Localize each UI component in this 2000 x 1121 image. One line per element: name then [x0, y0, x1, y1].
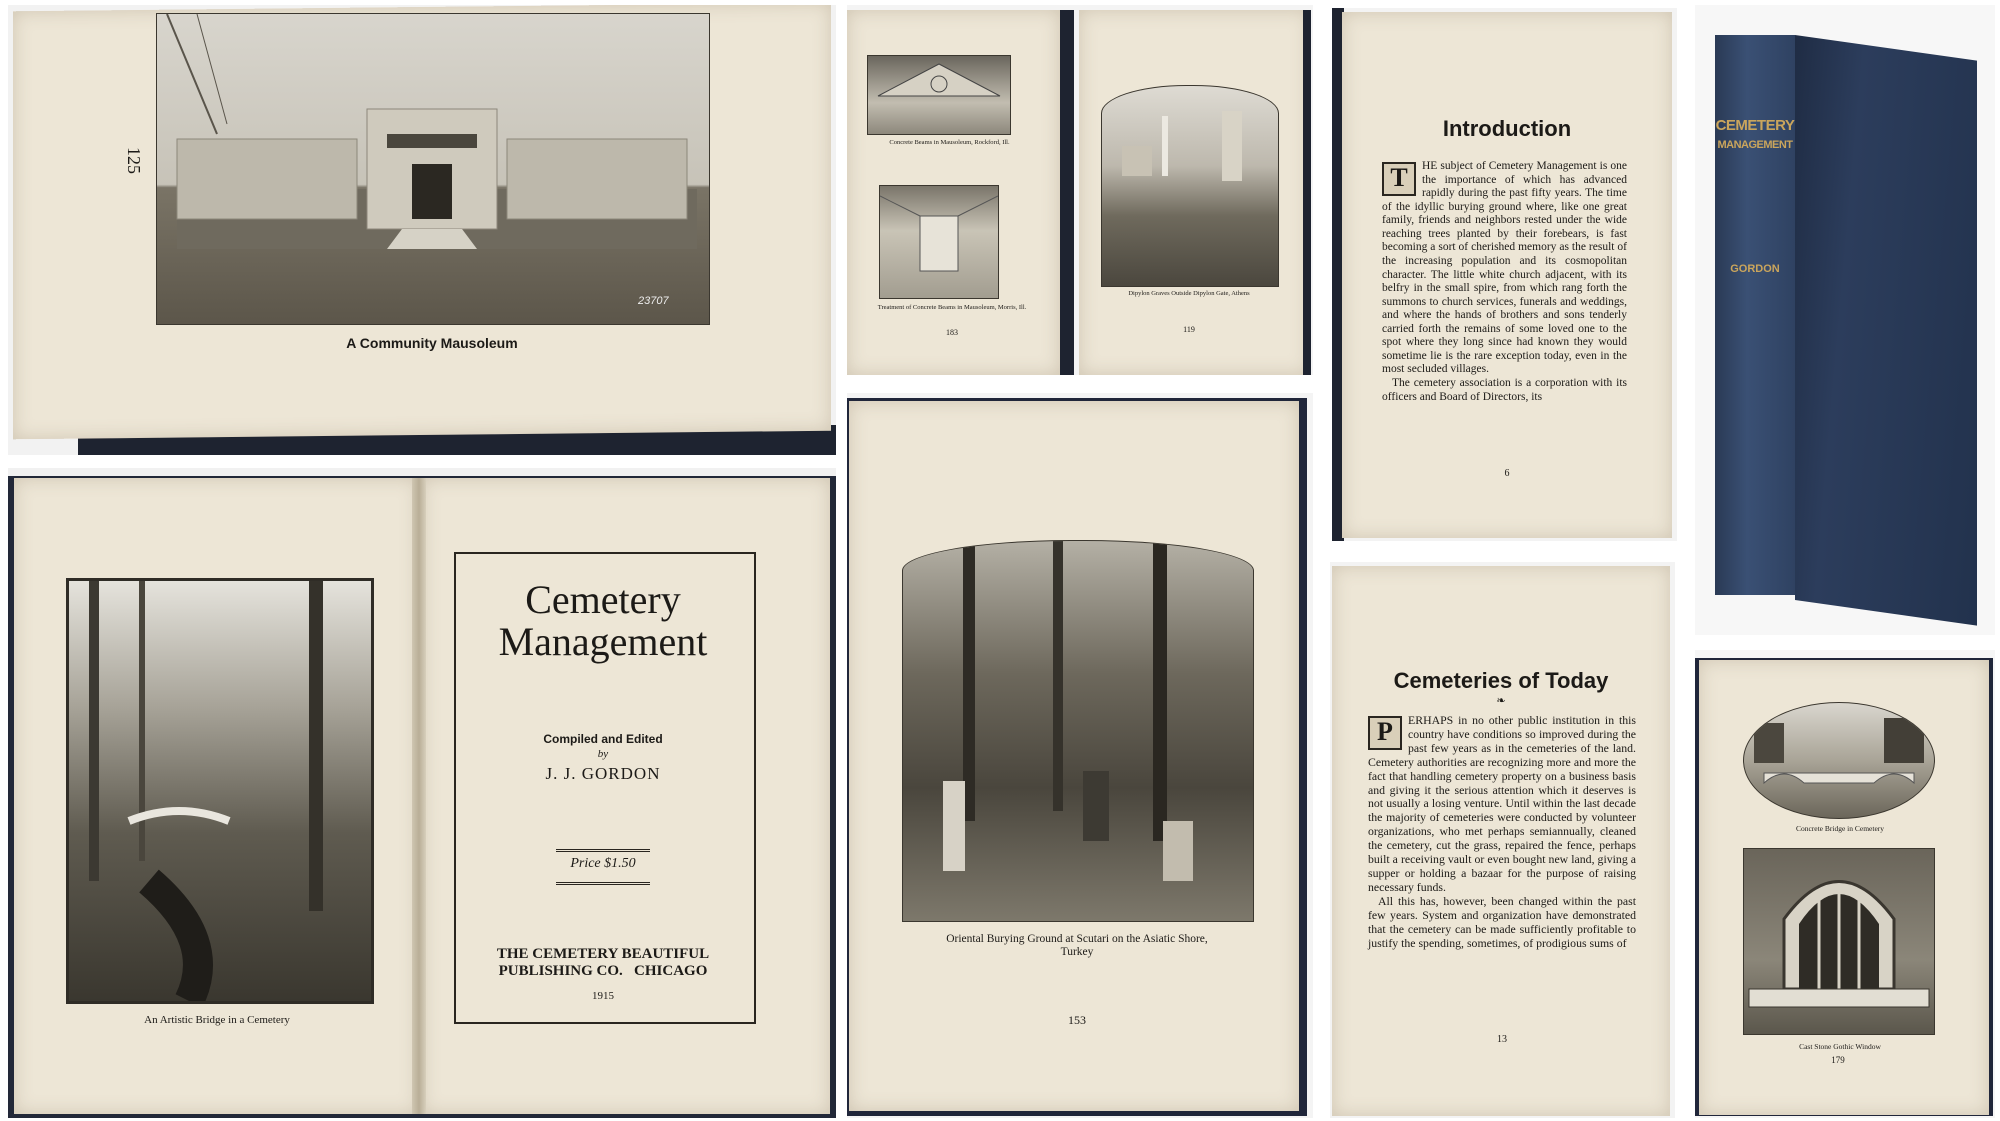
paragraph: All this has, however, been changed within the past few years. System and organization have demonstrated that the cemetery can be made sufficiently profitable to justify the spending, sometimes, of prodigious sums of — [1368, 893, 1636, 950]
spine-author: GORDON — [1730, 263, 1780, 275]
spine-title-line-1: CEMETERY — [1715, 117, 1795, 134]
artistic-bridge-photo — [66, 578, 374, 1004]
photo-caption: Concrete Bridge in Cemetery — [1795, 824, 1885, 833]
price-text: Price $1.50 — [570, 856, 636, 871]
photo-caption: Concrete Beams in Mausoleum, Rockford, Ill. — [889, 139, 1010, 146]
dipylon-graves-photo — [1101, 85, 1279, 287]
mausoleum-illustration — [157, 14, 709, 324]
bridge-illustration — [69, 581, 371, 1001]
photo-caption: Cast Stone Gothic Window — [1799, 1042, 1881, 1051]
photo-caption-line-2: Turkey — [1060, 946, 1094, 958]
paragraph: ERHAPS in no other public institution in this country have conditions so improved during the past few years as in the cemeteries of the land. Cemetery authorities are recognizing more and more the fact that handling cemetery property on a business basis and giving it the serious attention which it deserves is not usually a losing venture. Until within the last decade the majority of cemeteries were conducted by volunteer organizations, who met perhaps semiannually, cleaned the cemetery, cut the grass, repaired the fence, perhaps built a receiving vault or even bought new land, giving a supper or holding a bazaar for the purpose of raising necessary funds. — [1368, 713, 1636, 894]
spine-panel — [1695, 5, 1995, 635]
gothic-window-photo — [1743, 848, 1935, 1035]
book-cover — [1795, 35, 1977, 626]
page-number: 119 — [1183, 325, 1195, 334]
concrete-bridge-photo — [1743, 702, 1935, 819]
bridge-illustration — [1744, 703, 1934, 818]
frontispiece-caption: An Artistic Bridge in a Cemetery — [144, 1014, 290, 1026]
body-text — [1368, 714, 1636, 950]
page-number: 153 — [1068, 1013, 1086, 1027]
publisher-line-1: THE CEMETERY BEAUTIFUL — [496, 946, 710, 962]
photo-caption: Treatment of Concrete Beams in Mausoleum, Morris, Ill. — [877, 304, 1027, 311]
publisher-line-2: PUBLISHING CO. CHICAGO — [498, 963, 708, 979]
page-number: 183 — [946, 328, 958, 337]
chapter-heading: Cemeteries of Today — [1393, 668, 1609, 693]
graves-illustration — [1102, 86, 1278, 286]
beams-illustration — [868, 56, 1010, 134]
pages-183-119-panel — [847, 5, 1313, 375]
author-name: J. J. GORDON — [545, 764, 661, 783]
plate-mark: 23707 — [638, 295, 669, 307]
beams-treatment-photo — [879, 185, 999, 299]
paragraph: HE subject of Cemetery Management is one the importance of which has advanced rapidly during the past fifty years. The time of the idyllic burying ground where, like one great family, friends and neighbors rested under the wide reaching trees planted by their forebears, is fast becoming a sort of cherished memory as the result of the increasing population and its cosmopolitan character. The little white church adjacent, with its belfry in the small spire, from which rang forth the summons to church services, funerals and weddings, and where the hands of brothers and sons tenderly carried forth the remains of some loved one to the spot where they long since had known they would sometime lie is the rare exception today, even in the most secluded villages. — [1382, 160, 1627, 376]
mausoleum-photo — [156, 13, 710, 325]
oriental-burying-ground-photo — [902, 540, 1254, 922]
body-text — [1382, 160, 1627, 404]
gravestones-illustration — [903, 541, 1253, 921]
page-number: 13 — [1497, 1034, 1507, 1045]
chapter-heading: Introduction — [1442, 116, 1572, 141]
page-number: 125 — [124, 147, 144, 174]
book-title-line-1: Cemetery — [525, 577, 681, 622]
publication-year: 1915 — [592, 990, 614, 1002]
photo-caption: Dipylon Graves Outside Dipylon Gate, Athens — [1128, 290, 1250, 297]
page-number: 6 — [1504, 468, 1510, 479]
gothic-window-illustration — [1744, 849, 1934, 1034]
drop-cap: T — [1382, 162, 1416, 196]
book-cover-edge — [1303, 10, 1311, 375]
by-text: by — [597, 748, 609, 760]
introduction-panel — [1332, 8, 1677, 541]
book-cover-edge — [1060, 10, 1074, 375]
gutter — [412, 478, 426, 1114]
page-number: 179 — [1831, 1055, 1845, 1065]
heading-ornament: ❧ — [1496, 695, 1506, 707]
paragraph: The cemetery association is a corporation with its officers and Board of Directors, its — [1382, 377, 1627, 403]
photo-caption-line-1: Oriental Burying Ground at Scutari on the Asiatic Shore, — [946, 933, 1208, 945]
page-179-panel — [1695, 650, 1995, 1118]
corridor-illustration — [880, 186, 998, 298]
cemeteries-today-panel — [1330, 562, 1675, 1118]
oriental-ground-panel — [847, 393, 1313, 1118]
drop-cap: P — [1368, 716, 1402, 750]
book-title-line-2: Management — [498, 619, 708, 664]
concrete-beams-photo — [867, 55, 1011, 135]
mausoleum-panel — [8, 5, 836, 455]
compiled-text: Compiled and Edited — [543, 732, 663, 746]
title-spread-panel — [8, 468, 836, 1118]
photo-caption: A Community Mausoleum — [346, 335, 518, 351]
spine-title-line-2: MANAGEMENT — [1717, 139, 1793, 151]
